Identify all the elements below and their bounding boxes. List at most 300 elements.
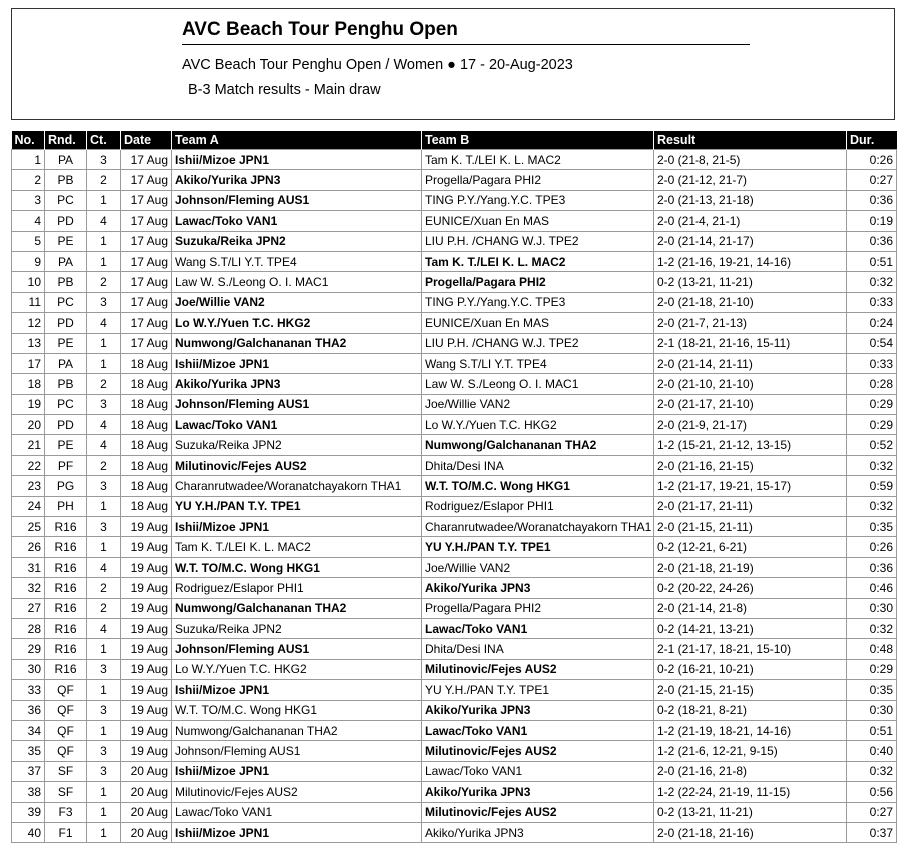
match-duration-cell: 0:35 xyxy=(847,680,897,700)
match-duration-cell: 0:32 xyxy=(847,761,897,781)
table-row xyxy=(12,170,897,190)
table-row xyxy=(12,211,897,231)
table-row xyxy=(12,333,897,353)
match-date-cell: 19 Aug xyxy=(121,741,172,761)
court-cell: 2 xyxy=(87,170,121,190)
match-duration-cell: 0:32 xyxy=(847,272,897,292)
match-duration-cell: 0:56 xyxy=(847,782,897,802)
match-result-cell: 0-2 (14-21, 13-21) xyxy=(654,618,847,638)
match-date-cell: 17 Aug xyxy=(121,150,172,170)
match-number-cell: 32 xyxy=(12,578,45,598)
match-duration-cell: 0:51 xyxy=(847,251,897,271)
match-number-cell: 17 xyxy=(12,353,45,373)
team-a-cell: Johnson/Fleming AUS1 xyxy=(172,190,422,210)
court-cell: 1 xyxy=(87,537,121,557)
column-header-court: Ct. xyxy=(87,131,121,150)
round-cell: PC xyxy=(45,394,87,414)
team-a-cell: Suzuka/Reika JPN2 xyxy=(172,435,422,455)
round-cell: PD xyxy=(45,313,87,333)
court-cell: 1 xyxy=(87,333,121,353)
court-cell: 3 xyxy=(87,292,121,312)
match-date-cell: 20 Aug xyxy=(121,822,172,842)
match-number-cell: 5 xyxy=(12,231,45,251)
match-result-cell: 2-0 (21-4, 21-1) xyxy=(654,211,847,231)
match-result-cell: 0-2 (20-22, 24-26) xyxy=(654,578,847,598)
match-date-cell: 17 Aug xyxy=(121,251,172,271)
match-number-cell: 10 xyxy=(12,272,45,292)
team-b-cell: Lawac/Toko VAN1 xyxy=(422,761,654,781)
round-cell: PH xyxy=(45,496,87,516)
team-a-cell: Milutinovic/Fejes AUS2 xyxy=(172,455,422,475)
round-cell: PE xyxy=(45,435,87,455)
team-b-cell: Lawac/Toko VAN1 xyxy=(422,618,654,638)
column-header-result: Result xyxy=(654,131,847,150)
match-result-cell: 2-0 (21-17, 21-10) xyxy=(654,394,847,414)
match-number-cell: 21 xyxy=(12,435,45,455)
court-cell: 3 xyxy=(87,476,121,496)
court-cell: 2 xyxy=(87,455,121,475)
match-duration-cell: 0:32 xyxy=(847,618,897,638)
match-date-cell: 18 Aug xyxy=(121,496,172,516)
team-b-cell: Joe/Willie VAN2 xyxy=(422,394,654,414)
team-b-cell: Joe/Willie VAN2 xyxy=(422,557,654,577)
round-cell: PC xyxy=(45,190,87,210)
match-duration-cell: 0:32 xyxy=(847,455,897,475)
team-a-cell: Ishii/Mizoe JPN1 xyxy=(172,680,422,700)
round-cell: F3 xyxy=(45,802,87,822)
match-date-cell: 20 Aug xyxy=(121,782,172,802)
match-number-cell: 23 xyxy=(12,476,45,496)
match-date-cell: 19 Aug xyxy=(121,517,172,537)
column-header-round: Rnd. xyxy=(45,131,87,150)
match-date-cell: 19 Aug xyxy=(121,720,172,740)
court-cell: 2 xyxy=(87,374,121,394)
round-cell: PF xyxy=(45,455,87,475)
round-cell: QF xyxy=(45,720,87,740)
match-result-cell: 2-0 (21-14, 21-8) xyxy=(654,598,847,618)
match-number-cell: 22 xyxy=(12,455,45,475)
match-result-cell: 2-1 (21-17, 18-21, 15-10) xyxy=(654,639,847,659)
match-date-cell: 17 Aug xyxy=(121,190,172,210)
court-cell: 1 xyxy=(87,190,121,210)
match-result-cell: 0-2 (12-21, 6-21) xyxy=(654,537,847,557)
match-date-cell: 17 Aug xyxy=(121,170,172,190)
match-date-cell: 19 Aug xyxy=(121,578,172,598)
match-date-cell: 19 Aug xyxy=(121,680,172,700)
table-row xyxy=(12,231,897,251)
match-result-cell: 2-0 (21-17, 21-11) xyxy=(654,496,847,516)
court-cell: 4 xyxy=(87,557,121,577)
match-number-cell: 24 xyxy=(12,496,45,516)
table-row xyxy=(12,537,897,557)
team-b-cell: TING P.Y./Yang.Y.C. TPE3 xyxy=(422,292,654,312)
team-b-cell: Akiko/Yurika JPN3 xyxy=(422,700,654,720)
match-date-cell: 20 Aug xyxy=(121,802,172,822)
team-a-cell: Akiko/Yurika JPN3 xyxy=(172,170,422,190)
team-a-cell: Law W. S./Leong O. I. MAC1 xyxy=(172,272,422,292)
team-a-cell: Ishii/Mizoe JPN1 xyxy=(172,517,422,537)
match-result-cell: 0-2 (16-21, 10-21) xyxy=(654,659,847,679)
team-a-cell: Wang S.T/LI Y.T. TPE4 xyxy=(172,251,422,271)
match-result-cell: 2-0 (21-15, 21-11) xyxy=(654,517,847,537)
section-title: B-3 Match results - Main draw xyxy=(188,82,381,98)
team-a-cell: Lo W.Y./Yuen T.C. HKG2 xyxy=(172,659,422,679)
match-result-cell: 2-0 (21-7, 21-13) xyxy=(654,313,847,333)
table-row xyxy=(12,639,897,659)
team-a-cell: Lawac/Toko VAN1 xyxy=(172,211,422,231)
match-number-cell: 25 xyxy=(12,517,45,537)
match-result-cell: 1-2 (21-16, 19-21, 14-16) xyxy=(654,251,847,271)
column-header-team-b: Team B xyxy=(422,131,654,150)
page-subtitle: AVC Beach Tour Penghu Open / Women ● 17 - 20-Aug-2023 xyxy=(182,57,573,73)
match-date-cell: 17 Aug xyxy=(121,313,172,333)
round-cell: PA xyxy=(45,251,87,271)
table-row xyxy=(12,353,897,373)
match-duration-cell: 0:36 xyxy=(847,557,897,577)
match-number-cell: 33 xyxy=(12,680,45,700)
match-duration-cell: 0:30 xyxy=(847,700,897,720)
match-duration-cell: 0:54 xyxy=(847,333,897,353)
match-number-cell: 31 xyxy=(12,557,45,577)
court-cell: 1 xyxy=(87,251,121,271)
court-cell: 4 xyxy=(87,415,121,435)
match-date-cell: 18 Aug xyxy=(121,374,172,394)
round-cell: PB xyxy=(45,170,87,190)
table-row xyxy=(12,741,897,761)
table-row xyxy=(12,557,897,577)
match-result-cell: 2-0 (21-14, 21-17) xyxy=(654,231,847,251)
team-b-cell: EUNICE/Xuan En MAS xyxy=(422,313,654,333)
match-result-cell: 2-0 (21-12, 21-7) xyxy=(654,170,847,190)
match-duration-cell: 0:59 xyxy=(847,476,897,496)
match-duration-cell: 0:40 xyxy=(847,741,897,761)
match-duration-cell: 0:46 xyxy=(847,578,897,598)
table-row xyxy=(12,476,897,496)
team-b-cell: Dhita/Desi INA xyxy=(422,455,654,475)
column-header-team-a: Team A xyxy=(172,131,422,150)
team-b-cell: W.T. TO/M.C. Wong HKG1 xyxy=(422,476,654,496)
match-result-cell: 2-0 (21-8, 21-5) xyxy=(654,150,847,170)
table-row xyxy=(12,659,897,679)
match-date-cell: 17 Aug xyxy=(121,292,172,312)
match-number-cell: 30 xyxy=(12,659,45,679)
match-duration-cell: 0:35 xyxy=(847,517,897,537)
team-a-cell: Johnson/Fleming AUS1 xyxy=(172,394,422,414)
match-duration-cell: 0:28 xyxy=(847,374,897,394)
team-a-cell: Numwong/Galchananan THA2 xyxy=(172,333,422,353)
round-cell: SF xyxy=(45,782,87,802)
team-a-cell: W.T. TO/M.C. Wong HKG1 xyxy=(172,557,422,577)
court-cell: 3 xyxy=(87,700,121,720)
table-row xyxy=(12,598,897,618)
team-b-cell: Milutinovic/Fejes AUS2 xyxy=(422,802,654,822)
match-date-cell: 17 Aug xyxy=(121,333,172,353)
match-date-cell: 17 Aug xyxy=(121,211,172,231)
team-b-cell: Akiko/Yurika JPN3 xyxy=(422,782,654,802)
match-date-cell: 18 Aug xyxy=(121,394,172,414)
match-result-cell: 0-2 (18-21, 8-21) xyxy=(654,700,847,720)
team-a-cell: Lawac/Toko VAN1 xyxy=(172,802,422,822)
team-b-cell: Charanrutwadee/Woranatchayakorn THA1 xyxy=(422,517,654,537)
table-row xyxy=(12,190,897,210)
round-cell: R16 xyxy=(45,557,87,577)
match-result-cell: 2-0 (21-9, 21-17) xyxy=(654,415,847,435)
team-b-cell: Lawac/Toko VAN1 xyxy=(422,720,654,740)
match-duration-cell: 0:24 xyxy=(847,313,897,333)
team-b-cell: LIU P.H. /CHANG W.J. TPE2 xyxy=(422,231,654,251)
team-b-cell: Rodriguez/Eslapor PHI1 xyxy=(422,496,654,516)
match-number-cell: 28 xyxy=(12,618,45,638)
team-a-cell: YU Y.H./PAN T.Y. TPE1 xyxy=(172,496,422,516)
team-b-cell: LIU P.H. /CHANG W.J. TPE2 xyxy=(422,333,654,353)
team-a-cell: Milutinovic/Fejes AUS2 xyxy=(172,782,422,802)
team-b-cell: Milutinovic/Fejes AUS2 xyxy=(422,741,654,761)
match-duration-cell: 0:29 xyxy=(847,415,897,435)
match-number-cell: 37 xyxy=(12,761,45,781)
match-duration-cell: 0:30 xyxy=(847,598,897,618)
team-b-cell: YU Y.H./PAN T.Y. TPE1 xyxy=(422,680,654,700)
round-cell: PD xyxy=(45,211,87,231)
court-cell: 3 xyxy=(87,659,121,679)
round-cell: SF xyxy=(45,761,87,781)
match-duration-cell: 0:26 xyxy=(847,150,897,170)
column-header-date: Date xyxy=(121,131,172,150)
match-result-cell: 1-2 (15-21, 21-12, 13-15) xyxy=(654,435,847,455)
team-a-cell: Ishii/Mizoe JPN1 xyxy=(172,822,422,842)
match-date-cell: 19 Aug xyxy=(121,700,172,720)
match-date-cell: 19 Aug xyxy=(121,659,172,679)
team-b-cell: Milutinovic/Fejes AUS2 xyxy=(422,659,654,679)
match-duration-cell: 0:52 xyxy=(847,435,897,455)
round-cell: QF xyxy=(45,680,87,700)
match-date-cell: 19 Aug xyxy=(121,557,172,577)
table-row xyxy=(12,680,897,700)
team-a-cell: Joe/Willie VAN2 xyxy=(172,292,422,312)
table-row xyxy=(12,435,897,455)
match-result-cell: 1-2 (22-24, 21-19, 11-15) xyxy=(654,782,847,802)
match-duration-cell: 0:36 xyxy=(847,231,897,251)
match-date-cell: 18 Aug xyxy=(121,353,172,373)
match-number-cell: 38 xyxy=(12,782,45,802)
match-results-table xyxy=(11,131,897,843)
match-duration-cell: 0:19 xyxy=(847,211,897,231)
court-cell: 4 xyxy=(87,211,121,231)
match-number-cell: 36 xyxy=(12,700,45,720)
match-duration-cell: 0:29 xyxy=(847,394,897,414)
round-cell: R16 xyxy=(45,537,87,557)
court-cell: 3 xyxy=(87,394,121,414)
court-cell: 1 xyxy=(87,782,121,802)
team-a-cell: W.T. TO/M.C. Wong HKG1 xyxy=(172,700,422,720)
match-number-cell: 13 xyxy=(12,333,45,353)
match-number-cell: 26 xyxy=(12,537,45,557)
page-title: AVC Beach Tour Penghu Open xyxy=(182,19,458,40)
table-row xyxy=(12,496,897,516)
team-b-cell: Dhita/Desi INA xyxy=(422,639,654,659)
match-duration-cell: 0:27 xyxy=(847,802,897,822)
round-cell: PE xyxy=(45,231,87,251)
team-a-cell: Numwong/Galchananan THA2 xyxy=(172,598,422,618)
round-cell: QF xyxy=(45,700,87,720)
match-date-cell: 18 Aug xyxy=(121,435,172,455)
table-row xyxy=(12,618,897,638)
court-cell: 4 xyxy=(87,618,121,638)
round-cell: PB xyxy=(45,374,87,394)
match-duration-cell: 0:33 xyxy=(847,292,897,312)
table-row xyxy=(12,150,897,170)
match-result-cell: 2-0 (21-13, 21-18) xyxy=(654,190,847,210)
round-cell: PA xyxy=(45,150,87,170)
match-date-cell: 17 Aug xyxy=(121,272,172,292)
team-b-cell: Progella/Pagara PHI2 xyxy=(422,170,654,190)
round-cell: PC xyxy=(45,292,87,312)
team-a-cell: Ishii/Mizoe JPN1 xyxy=(172,150,422,170)
court-cell: 1 xyxy=(87,496,121,516)
team-a-cell: Ishii/Mizoe JPN1 xyxy=(172,761,422,781)
match-number-cell: 9 xyxy=(12,251,45,271)
table-row xyxy=(12,720,897,740)
team-b-cell: EUNICE/Xuan En MAS xyxy=(422,211,654,231)
court-cell: 3 xyxy=(87,761,121,781)
match-number-cell: 34 xyxy=(12,720,45,740)
match-date-cell: 18 Aug xyxy=(121,476,172,496)
round-cell: R16 xyxy=(45,578,87,598)
match-result-cell: 2-0 (21-15, 21-15) xyxy=(654,680,847,700)
match-result-cell: 2-0 (21-14, 21-11) xyxy=(654,353,847,373)
match-date-cell: 19 Aug xyxy=(121,598,172,618)
round-cell: R16 xyxy=(45,517,87,537)
court-cell: 2 xyxy=(87,272,121,292)
match-date-cell: 17 Aug xyxy=(121,231,172,251)
court-cell: 3 xyxy=(87,517,121,537)
match-duration-cell: 0:48 xyxy=(847,639,897,659)
team-b-cell: YU Y.H./PAN T.Y. TPE1 xyxy=(422,537,654,557)
match-number-cell: 39 xyxy=(12,802,45,822)
team-b-cell: Progella/Pagara PHI2 xyxy=(422,272,654,292)
team-b-cell: Tam K. T./LEI K. L. MAC2 xyxy=(422,251,654,271)
column-header-no: No. xyxy=(12,131,45,150)
table-row xyxy=(12,374,897,394)
match-result-cell: 2-0 (21-18, 21-10) xyxy=(654,292,847,312)
table-row xyxy=(12,578,897,598)
team-a-cell: Rodriguez/Eslapor PHI1 xyxy=(172,578,422,598)
match-number-cell: 2 xyxy=(12,170,45,190)
table-row xyxy=(12,761,897,781)
court-cell: 1 xyxy=(87,802,121,822)
team-b-cell: Akiko/Yurika JPN3 xyxy=(422,578,654,598)
match-result-cell: 2-0 (21-18, 21-16) xyxy=(654,822,847,842)
match-duration-cell: 0:29 xyxy=(847,659,897,679)
court-cell: 3 xyxy=(87,741,121,761)
match-number-cell: 40 xyxy=(12,822,45,842)
match-number-cell: 35 xyxy=(12,741,45,761)
match-duration-cell: 0:27 xyxy=(847,170,897,190)
match-duration-cell: 0:37 xyxy=(847,822,897,842)
court-cell: 1 xyxy=(87,639,121,659)
team-a-cell: Numwong/Galchananan THA2 xyxy=(172,720,422,740)
team-a-cell: Suzuka/Reika JPN2 xyxy=(172,231,422,251)
table-row xyxy=(12,313,897,333)
court-cell: 1 xyxy=(87,231,121,251)
team-b-cell: Wang S.T/LI Y.T. TPE4 xyxy=(422,353,654,373)
match-result-cell: 1-2 (21-19, 18-21, 14-16) xyxy=(654,720,847,740)
table-row xyxy=(12,782,897,802)
team-b-cell: Law W. S./Leong O. I. MAC1 xyxy=(422,374,654,394)
match-date-cell: 19 Aug xyxy=(121,618,172,638)
round-cell: R16 xyxy=(45,598,87,618)
court-cell: 3 xyxy=(87,150,121,170)
match-result-cell: 1-2 (21-6, 12-21, 9-15) xyxy=(654,741,847,761)
team-b-cell: Lo W.Y./Yuen T.C. HKG2 xyxy=(422,415,654,435)
match-number-cell: 4 xyxy=(12,211,45,231)
court-cell: 1 xyxy=(87,353,121,373)
round-cell: QF xyxy=(45,741,87,761)
match-result-cell: 0-2 (13-21, 11-21) xyxy=(654,802,847,822)
match-result-cell: 2-0 (21-16, 21-15) xyxy=(654,455,847,475)
column-header-duration: Dur. xyxy=(847,131,897,150)
round-cell: R16 xyxy=(45,639,87,659)
team-a-cell: Ishii/Mizoe JPN1 xyxy=(172,353,422,373)
table-row xyxy=(12,802,897,822)
team-a-cell: Charanrutwadee/Woranatchayakorn THA1 xyxy=(172,476,422,496)
round-cell: PD xyxy=(45,415,87,435)
team-a-cell: Tam K. T./LEI K. L. MAC2 xyxy=(172,537,422,557)
match-duration-cell: 0:32 xyxy=(847,496,897,516)
match-duration-cell: 0:26 xyxy=(847,537,897,557)
match-number-cell: 27 xyxy=(12,598,45,618)
match-number-cell: 19 xyxy=(12,394,45,414)
match-result-cell: 2-0 (21-18, 21-19) xyxy=(654,557,847,577)
match-date-cell: 18 Aug xyxy=(121,415,172,435)
match-number-cell: 18 xyxy=(12,374,45,394)
match-number-cell: 11 xyxy=(12,292,45,312)
match-duration-cell: 0:33 xyxy=(847,353,897,373)
team-b-cell: TING P.Y./Yang.Y.C. TPE3 xyxy=(422,190,654,210)
match-number-cell: 29 xyxy=(12,639,45,659)
match-number-cell: 12 xyxy=(12,313,45,333)
team-b-cell: Progella/Pagara PHI2 xyxy=(422,598,654,618)
court-cell: 4 xyxy=(87,435,121,455)
table-header-row xyxy=(12,131,897,150)
match-result-cell: 1-2 (21-17, 19-21, 15-17) xyxy=(654,476,847,496)
table-row xyxy=(12,700,897,720)
match-date-cell: 18 Aug xyxy=(121,455,172,475)
team-b-cell: Numwong/Galchananan THA2 xyxy=(422,435,654,455)
match-result-cell: 0-2 (13-21, 11-21) xyxy=(654,272,847,292)
match-duration-cell: 0:51 xyxy=(847,720,897,740)
match-number-cell: 1 xyxy=(12,150,45,170)
table-row xyxy=(12,394,897,414)
table-row xyxy=(12,415,897,435)
court-cell: 4 xyxy=(87,313,121,333)
round-cell: PG xyxy=(45,476,87,496)
table-row xyxy=(12,272,897,292)
match-date-cell: 20 Aug xyxy=(121,761,172,781)
round-cell: PA xyxy=(45,353,87,373)
team-b-cell: Akiko/Yurika JPN3 xyxy=(422,822,654,842)
table-row xyxy=(12,822,897,842)
team-b-cell: Tam K. T./LEI K. L. MAC2 xyxy=(422,150,654,170)
team-a-cell: Akiko/Yurika JPN3 xyxy=(172,374,422,394)
team-a-cell: Lo W.Y./Yuen T.C. HKG2 xyxy=(172,313,422,333)
table-row xyxy=(12,455,897,475)
team-a-cell: Johnson/Fleming AUS1 xyxy=(172,741,422,761)
round-cell: R16 xyxy=(45,659,87,679)
table-row xyxy=(12,292,897,312)
team-a-cell: Suzuka/Reika JPN2 xyxy=(172,618,422,638)
table-row xyxy=(12,251,897,271)
match-number-cell: 3 xyxy=(12,190,45,210)
